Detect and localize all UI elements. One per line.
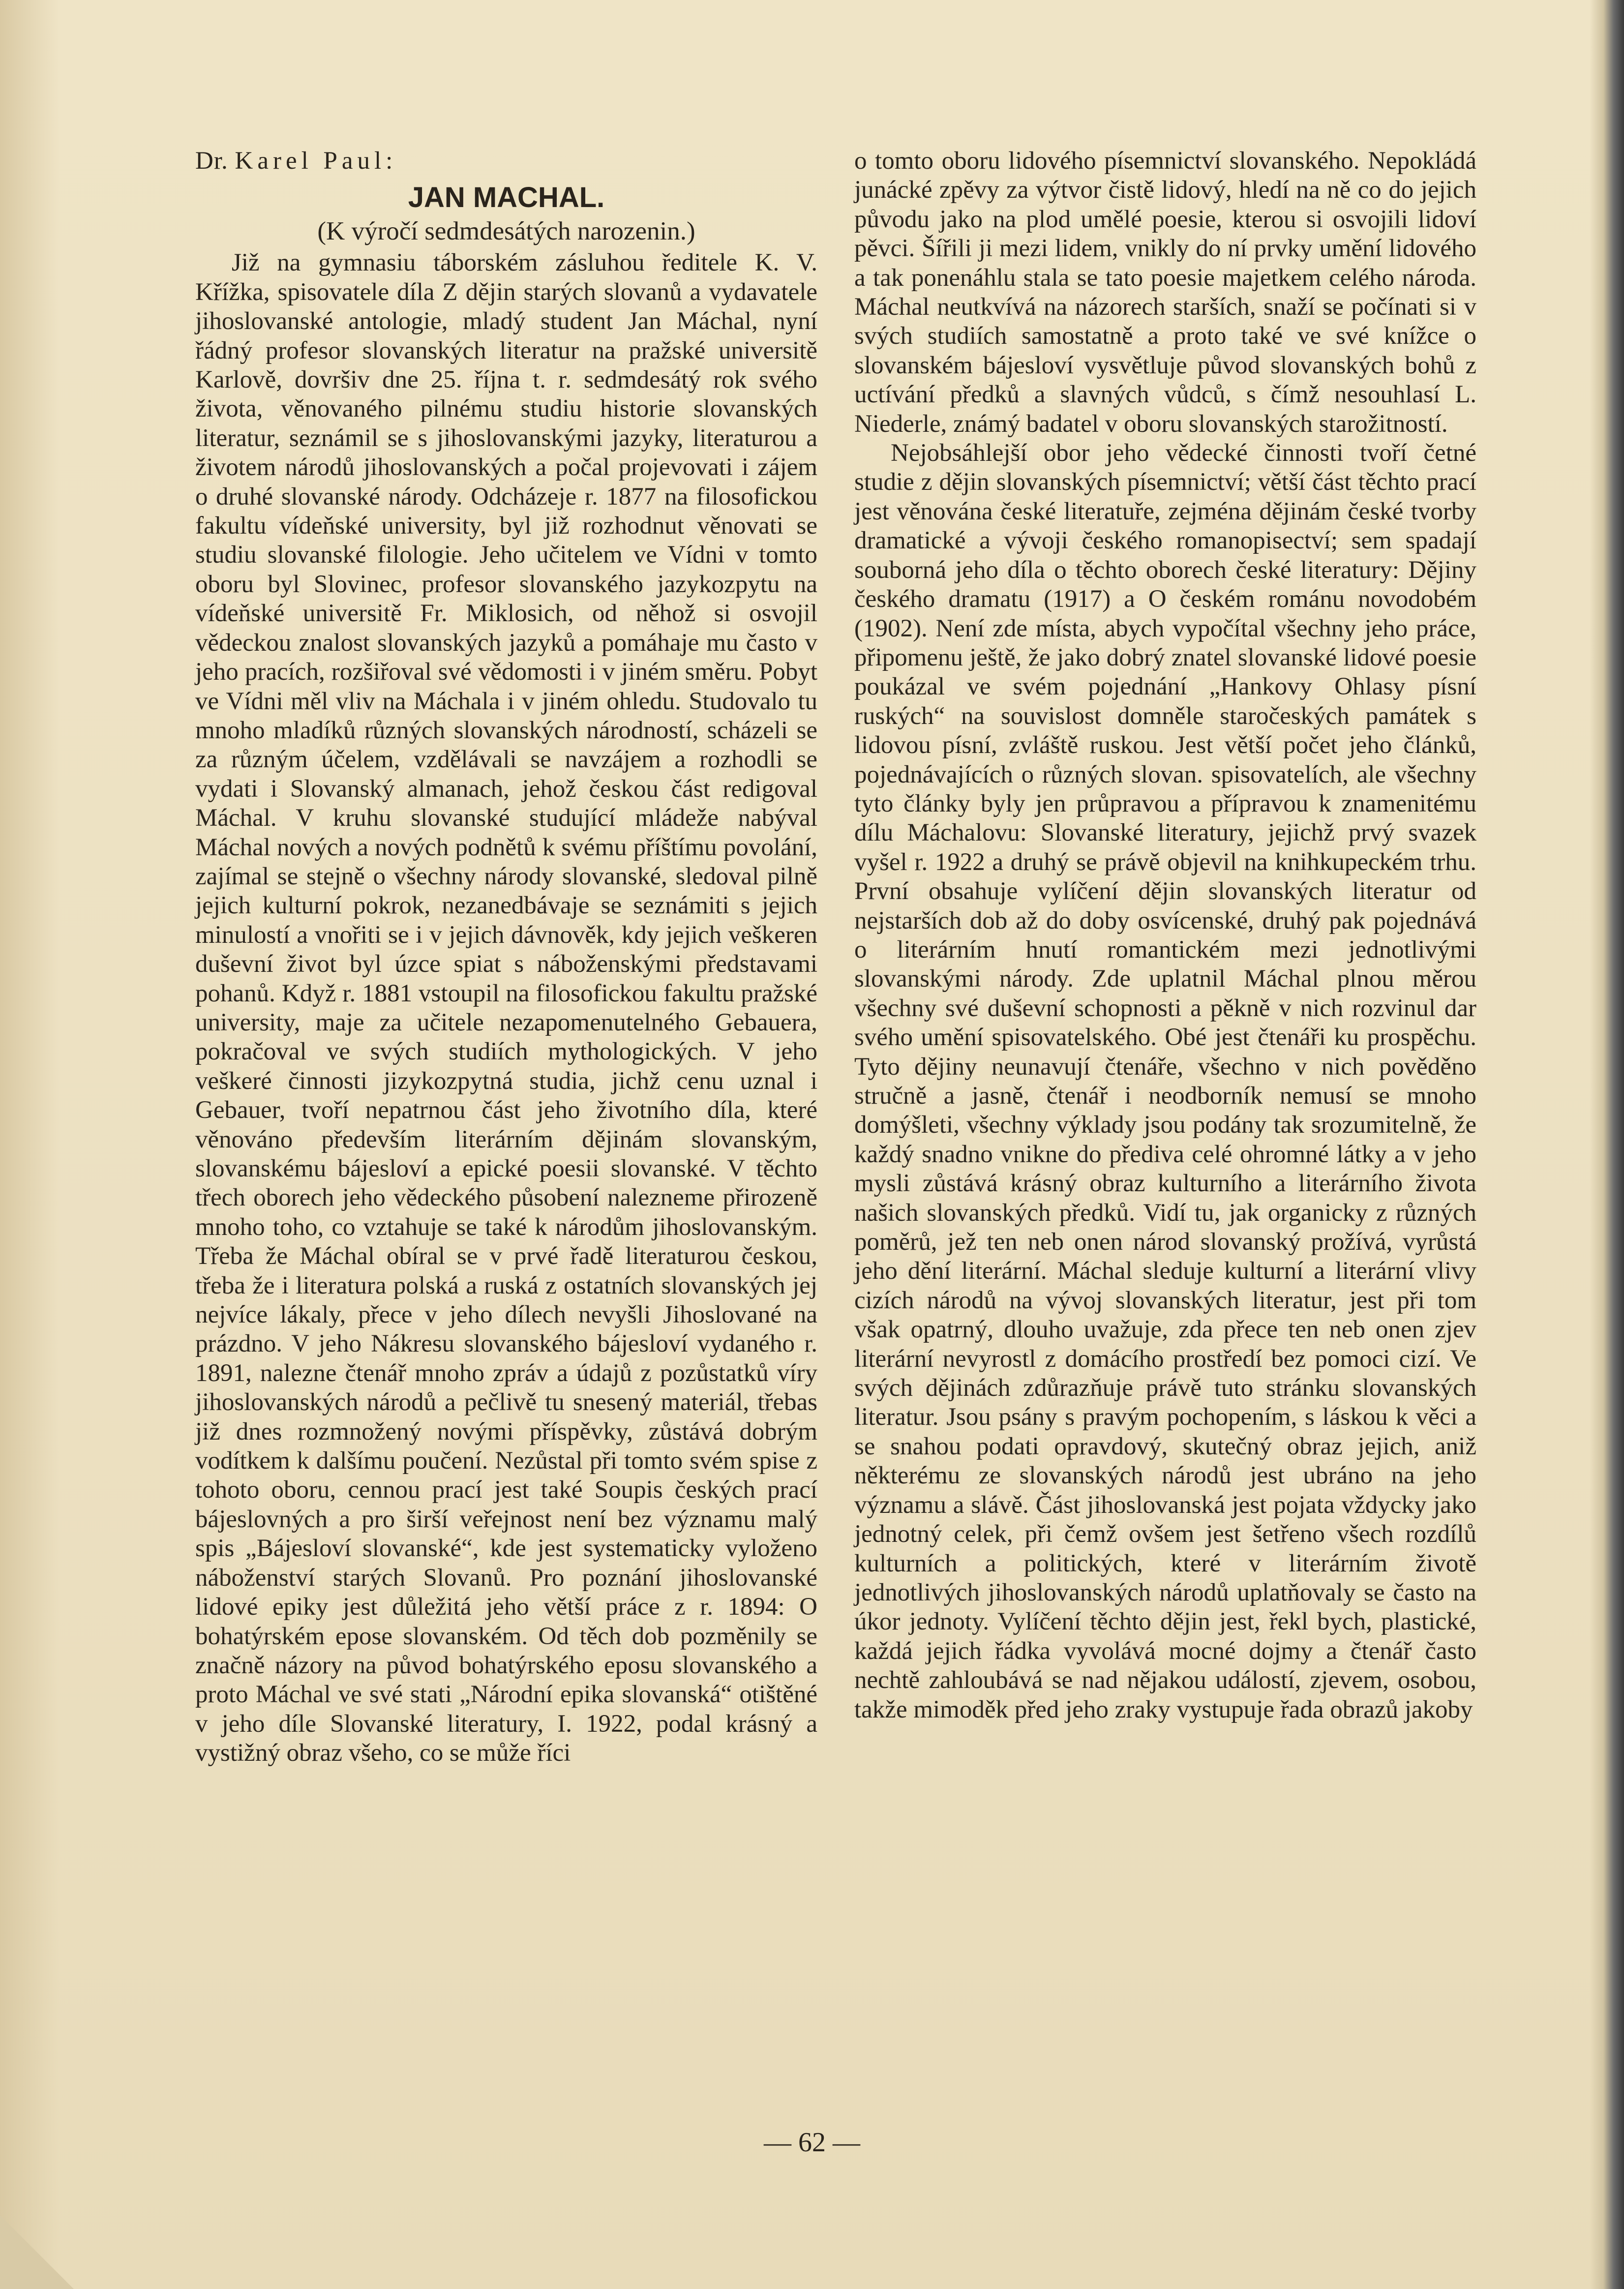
article-title: JAN MACHAL. (408, 181, 605, 214)
paragraph: Nejobsáhlejší obor jeho vědecké činnosti tvoří četné studie z dějin slovanských písemnictví; větší část těchto prací jest věnována české literatuře, zejména dějinám české tvorby dramatické a vývoji českého romanopisectví; sem spadají souborná jeho díla o těchto oborech české literatury: Dějiny českého dramatu (1917) a O českém románu novodobém (1902). Není zde místa, abych vypočítal všechny jeho práce, připomenu ještě, že jako dobrý znatel slovanské lidové poesie poukázal ve svém pojednání „Hankovy Ohlasy písní ruských“ na souvislost domněle staročeských památek s lidovou písní, zvláště ruskou. Jest větší počet jeho článků, pojednávajících o různých slovan. spisovatelích, ale všechny tyto články byly jen průpravou a přípravou k znamenitému dílu Máchalovu: Slovanské literatury, jejichž prvý svazek vyšel r. 1922 a druhý se právě objevil na knihkupeckém trhu. První obsahuje vylíčení dějin slovanských literatur od nejstarších dob až do doby osvícenské, druhý pak pojednává o literárním hnutí romantickém mezi jednotlivými slovanskými národy. Zde uplatnil Máchal plnou měrou všechny své duševní schopnosti a pěkně v nich rozvinul dar svého umění spisovatelského. Obé jest čtenáři ku prospěchu. Tyto dějiny neunavují čtenáře, všechno v nich pověděno stručně a jasně, čtenář i neodborník nemusí se mnoho domýšleti, všechny výklady jsou podány tak srozumitelně, že každý snadno vnikne do přediva celé ohromné látky a v jeho mysli zůstává krásný obraz kulturního a literárního života našich slovanských předků. Vidí tu, jak organicky z různých poměrů, jež ten neb onen národ slovanský prožívá, vyrůstá jeho dění literární. Máchal sleduje kulturní a literární vlivy cizích národů na vývoj slovanských literatur, jest při tom však opatrný, dlouho uvažuje, zda přece ten neb onen zjev literární nevyrostl z domácího prostředí bez pomoci cizí. Ve svých dějinách zdůrazňuje právě tuto stránku slovanských literatur. Jsou psány s pravým pochopením, s láskou k věci a se snahou podati opravdový, skutečný obraz jejich, aniž některému ze slovanských národů jest ubráno na jeho významu a slávě. Část jihoslovanská jest pojata vždycky jako jednotný celek, při čemž ovšem jest šetřeno všech rozdílů kulturních a politických, které v literárním životě jednotlivých jihoslovanských národů uplatňovaly se často na úkor jednoty. Vylíčení těchto dějin jest, řekl bych, plastické, každá jejich řádka vyvolává mocné dojmy a čtenář často nechtě zahloubává se nad nějakou událostí, zjevem, osobou, takže mimoděk před jeho zraky vystupuje řada obrazů jakoby (854, 439, 1476, 1723)
byline-prefix: Dr. (195, 147, 228, 175)
paragraph: o tomto oboru lidového písemnictví slovanského. Nepokládá junácké zpěvy za výtvor čistě lidový, hledí na ně co do jejich původu jako na plod umělé poesie, kterou si osvojili lidoví pěvci. Šířili ji mezi lidem, vnikly do ní prvky umění lidového a tak ponenáhlu stala se tato poesie majetkem celého národa. Máchal neutkvívá na názorech starších, snaží se počínati si v svých studiích samostatně a proto také ve své knížce o slovanském bájesloví vysvětluje původ slovanských bohů z uctívání předků a slavných vůdců, s čímž nesouhlasí L. Niederle, známý badatel v oboru slovanských starožitností. (854, 147, 1476, 438)
byline-author: Karel Paul: (235, 147, 397, 175)
byline (195, 147, 817, 176)
left-column (195, 147, 817, 1768)
page-number: — 62 — (764, 2127, 860, 2158)
paragraph: Již na gymnasiu táborském zásluhou ředitele K. V. Křížka, spisovatele díla Z dějin starých slovanů a vydavatele jihoslovanské antologie, mladý student Jan Máchal, nyní řádný profesor slovanských literatur na pražské universitě Karlově, dovršiv dne 25. října t. r. sedmdesátý rok svého života, věnovaného pilnému studiu historie slovanských literatur, seznámil se s jihoslovanskými jazyky, literaturou a životem národů jihoslovanských a počal projevovati i zájem o druhé slovanské národy. Odcházeje r. 1877 na filosofickou fakultu vídeňské university, byl již rozhodnut věnovati se studiu slovanské filologie. Jeho učitelem ve Vídni v tomto oboru byl Slovinec, profesor slovanského jazykozpytu na vídeňské universitě Fr. Miklosich, od něhož si osvojil vědeckou znalost slovanských jazyků a pomáhaje mu často v jeho pracích, rozšiřoval své vědomosti i v jiném směru. Pobyt ve Vídni měl vliv na Máchala i v jiném ohledu. Studovalo tu mnoho mladíků různých slovanských národností, scházeli se za různým účelem, vzdělávali se navzájem a rozhodli se vydati i Slovanský almanach, jehož českou část redigoval Máchal. V kruhu slovanské studující mládeže nabýval Máchal nových a nových podnětů k svému příštímu povolání, zajímal se stejně o všechny národy slovanské, sledoval pilně jejich kulturní pokrok, nezanedbávaje se seznámiti s jejich minulostí a vnořiti se i v jejich dávnověk, kdy jejich veškeren duševní život byl úzce spiat s náboženskými představami pohanů. Když r. 1881 vstoupil na filosofickou fakultu pražské university, maje za učitele nezapomenutelného Gebauera, pokračoval ve svých studiích mythologických. V jeho veškeré činnosti jizykozpytná studia, jichž cenu uznal i Gebauer, tvoří nepatrnou část jeho životního díla, které věnováno především literárním dějinám slovanským, slovanskému bájesloví a epické poesii slovanské. V těchto třech oborech jeho vědeckého působení nalezneme přirozeně mnoho toho, co vztahuje se také k národům jihoslovanským. Třeba že Máchal obíral se v prvé řadě literaturou českou, třeba že i literatura polská a ruská z ostatních slovanských jej nejvíce lákaly, přece v jeho dílech nevyšli Jihoslované na prázdno. V jeho Nákresu slovanského bájesloví vydaného r. 1891, nalezne čtenář mnoho zpráv a údajů z pozůstatků víry jihoslovanských národů a pečlivě tu snesený materiál, třebas již dnes rozmnožený novými příspěvky, zůstává dobrým vodítkem k dalšímu poučení. Nezůstal při tomto svém spise z tohoto oboru, cennou prací jest také Soupis českých prací bájeslovných a pro širší veřejnost není bez významu malý spis „Bájesloví slovanské“, kde jest systematicky vyloženo náboženství starých Slovanů. Pro poznání jihoslovanské lidové epiky jest důležitá jeho větší práce z r. 1894: O bohatýrském epose slovanském. Od těch dob pozměnily se značně názory na původ bohatýrského eposu slovanského a proto Máchal ve své stati „Národní epika slovanská“ otištěné v jeho díle Slovanské literatury, I. 1922, podal krásný a vystižný obraz všeho, co se může říci (195, 249, 817, 1767)
article-subtitle: (K výročí sedmdesátých narozenin.) (317, 217, 695, 246)
page-edge-right (1590, 0, 1624, 2289)
page-corner-fold (0, 2215, 74, 2289)
right-column (854, 147, 1476, 1724)
page-shadow-left (0, 0, 59, 2289)
